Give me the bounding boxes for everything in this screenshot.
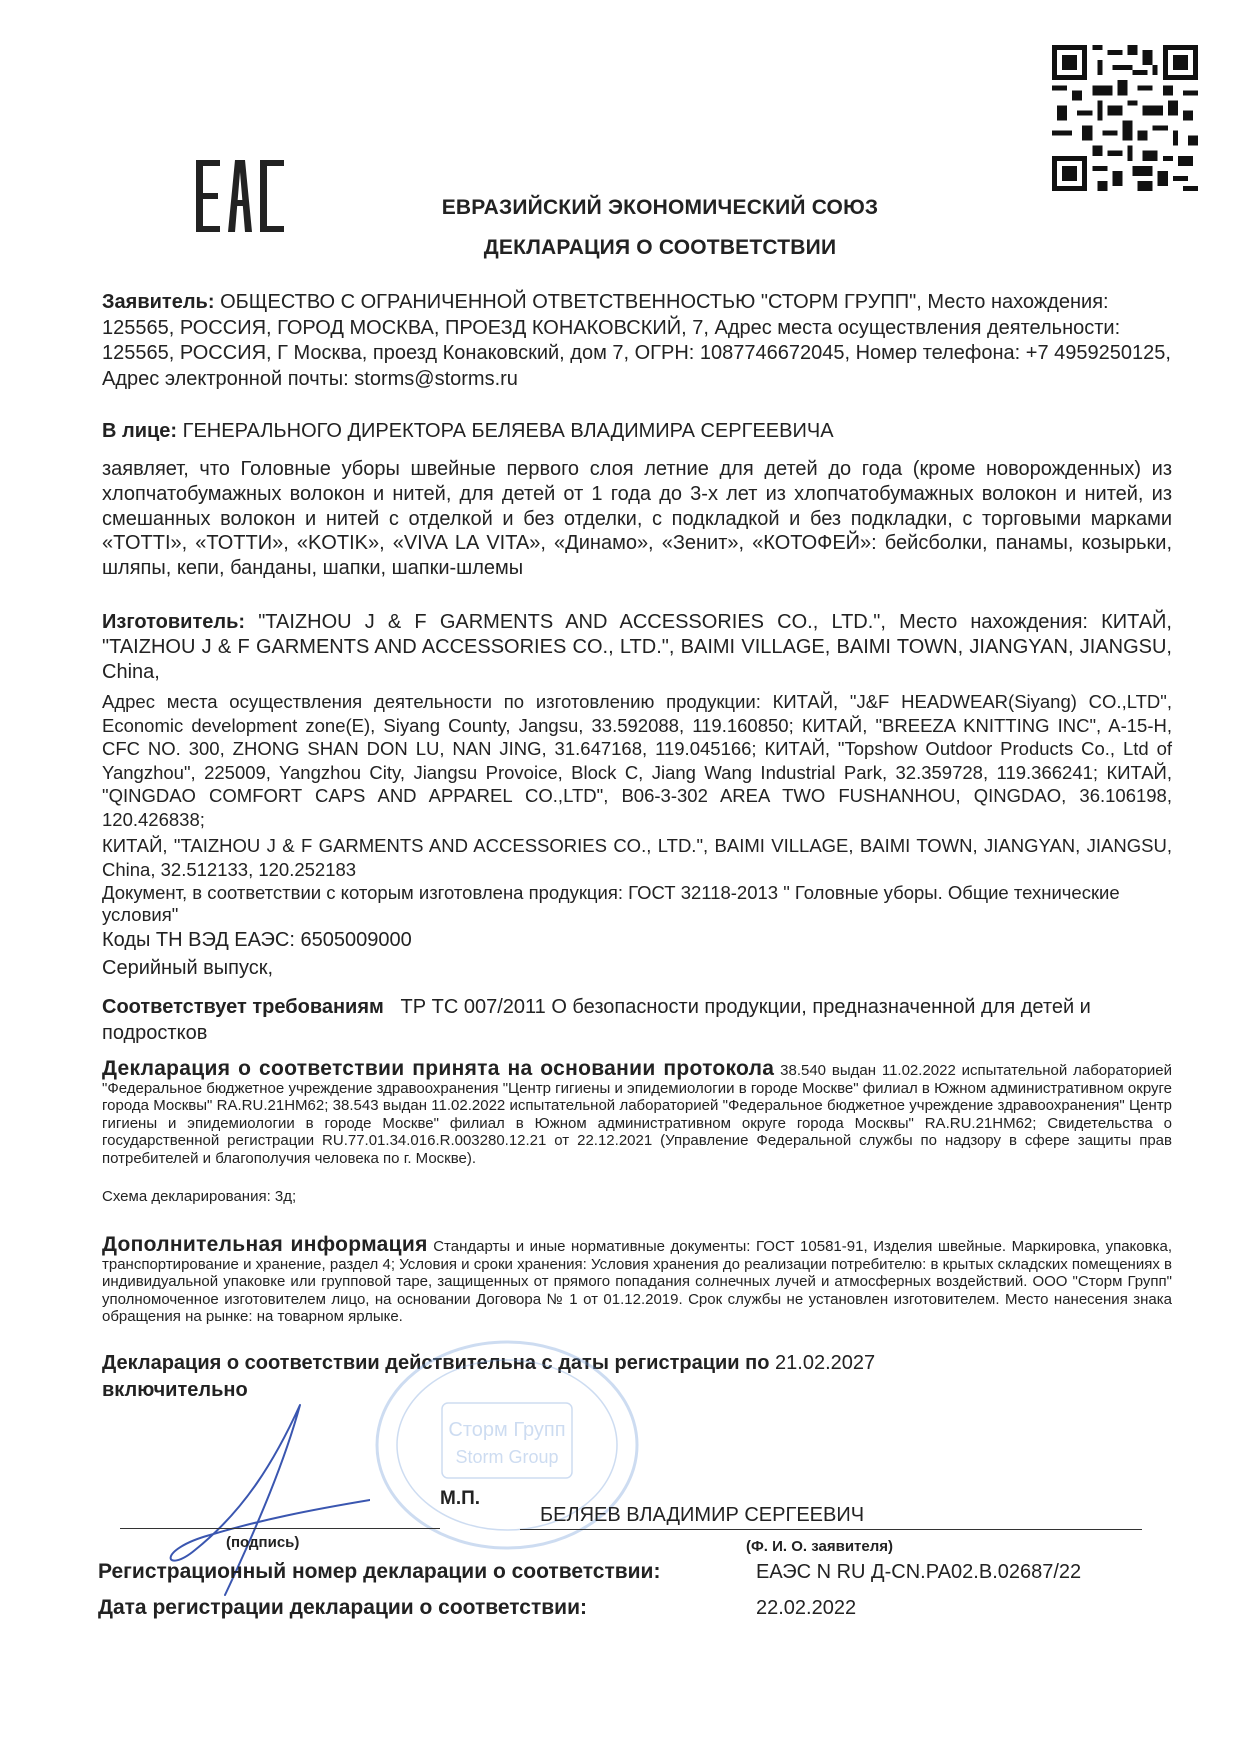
signer-name: БЕЛЯЕВ ВЛАДИМИР СЕРГЕЕВИЧ (540, 1504, 865, 1526)
registration-date: 22.02.2022 (756, 1597, 857, 1619)
applicant-label: Заявитель: (102, 291, 215, 313)
manufacturer-text: "TAIZHOU J & F GARMENTS AND ACCESSORIES CO., LTD.", Место нахождения: КИТАЙ, "TAIZHOU J & F GARMENTS AND ACCESSORIES CO., LTD.", BAIMI VILLAGE, BAIMI TOWN, JIANGYAN, JIANGSU, China, (102, 611, 1172, 683)
registration-number: ЕАЭС N RU Д-CN.РА02.В.02687/22 (756, 1561, 1082, 1583)
additional-info-label: Дополнительная информация (102, 1233, 428, 1256)
document-title: ДЕКЛАРАЦИЯ О СООТВЕТСТВИИ (483, 236, 837, 259)
declaration-statement: заявляет, что Головные уборы швейные первого слоя летние для детей до года (кроме новорожденных) из хлопчатобумажных волокон и нитей, для детей от 1 года до 3-х лет из хлопчатобумажных волокон и нитей, из смешанных волокон и нитей с отделкой и без отделки, с подкладкой и без подкладки, с торговыми марками «TOTTI», «ТОТТИ», «KOTIK», «VIVA LA VITA», «Динамо», «Зенит», «КОТОФЕЙ»: бейсболки, панамы, козырьки, шляпы, кепи, банданы, шапки, шапки-шлемы (102, 458, 1172, 580)
production-address-2: КИТАЙ, "TAIZHOU J & F GARMENTS AND ACCESSORIES CO., LTD.", BAIMI VILLAGE, BAIMI TOWN, JIANGYAN, JIANGSU, China, 32.512133, 120.252183 (102, 835, 1172, 880)
applicant-text: ОБЩЕСТВО С ОГРАНИЧЕННОЙ ОТВЕТСТВЕННОСТЬЮ "СТОРМ ГРУПП", Место нахождения: 125565, РОССИЯ, ГОРОД МОСКВА, ПРОЕЗД КОНАКОВСКИЙ, 7, Адрес места осуществления деятельности: 125565, РОССИЯ, Г Москва, проезд Конаковский, дом 7, ОГРН: 1087746672045, Номер телефона: +7 4959250125, Адрес электронной почты: storms@storms.ru (102, 291, 1171, 390)
declaration-scheme: Схема декларирования: 3д; (102, 1188, 297, 1205)
stamp-text-2: Storm Group (455, 1447, 559, 1467)
signature-caption: (подпись) (226, 1534, 300, 1551)
stamp-text-1: Сторм Групп (448, 1419, 566, 1441)
additional-info-text: Стандарты и иные нормативные документы: ГОСТ 10581-91, Изделия швейные. Маркировка, упаковка, транспортирование и хранение, раздел 4; Условия и сроки хранения: Условия хранения до реализации потребителю: в крытых складских помещениях в индивидуальной упаковке или групповой таре, защищенных от прямого попадания солнечных лучей и атмосферных воздействий. ООО "Сторм Групп" уполномоченное изготовителем лицо, на основании Договора № 1 от 01.12.2019. Срок службы не установлен изготовителем. Место нанесения знака обращения на рынке: на товарном ярлыке. (102, 1238, 1172, 1326)
manufacturer-section (102, 610, 1172, 684)
customs-codes: Коды ТН ВЭД ЕАЭС: 6505009000 (102, 929, 412, 951)
additional-info-section (102, 1233, 1172, 1326)
name-caption: (Ф. И. О. заявителя) (746, 1538, 894, 1555)
manufacturer-label: Изготовитель: (102, 611, 246, 633)
compliance-text: ТР ТС 007/2011 О безопасности продукции, предназначенной для детей и подростков (102, 996, 1091, 1044)
production-address: Адрес места осуществления деятельности по изготовлению продукции: КИТАЙ, "J&F HEADWEAR(Siyang) CO.,LTD", Economic development zone(E), Siyang County, Jangsu, 33.592088, 119.160850; КИТАЙ, "BREEZA KNITTING INC", A-15-H, CFC NO. 300, ZHONG SHAN DON LU, NAN JING, 31.647168, 119.045166; КИТАЙ, "Topshow Outdoor Products Co., Ltd of Yangzhou", 225009, Yangzhou City, Jiangsu Provoice, Block C, Jiang Wang Industrial Park, 32.359728, 119.366241; КИТАЙ, "QINGDAO COMFORT CAPS AND APPAREL CO.,LTD", B06-3-302 AREA TWO FUSHANHOU, QINGDAO, 36.106198, 120.426838; (102, 691, 1172, 830)
seal-place-label: М.П. (440, 1488, 481, 1509)
standard-document: Документ, в соответствии с которым изготовлена продукция: ГОСТ 32118-2013 " Головные уборы. Общие технические условия" (102, 882, 1120, 925)
basis-label: Декларация о соответствии принята на основании протокола (102, 1057, 775, 1080)
signature-line (120, 1528, 440, 1529)
compliance-label: Соответствует требованиям (102, 996, 384, 1018)
qr-code (1052, 45, 1198, 191)
applicant-section (102, 290, 1172, 392)
basis-text: 38.540 выдан 11.02.2022 испытательной лабораторией "Федеральное бюджетное учреждение здравоохранения "Центр гигиены и эпидемиологии в городе Москве" филиал в Южном административном округе города Москвы" RA.RU.21HM62; 38.543 выдан 11.02.2022 испытательной лабораторией "Федеральное бюджетное учреждение здравоохранения" Центр гигиены и эпидемиологии в городе Москве" филиал в Южном административном округе города Москвы" RA.RU.21HM62; Свидетельства о государственной регистрации RU.77.01.34.016.R.003280.12.21 от 22.12.2021 (Управление Федеральной службы по надзору в сфере защиты прав потребителей и благополучия человека по г. Москве). (102, 1062, 1172, 1167)
serial-production: Серийный выпуск, (102, 957, 274, 979)
validity-date: 21.02.2027 (775, 1352, 876, 1374)
validity-label: Декларация о соответствии действительна с даты регистрации по (102, 1352, 770, 1374)
representative-label: В лице: (102, 420, 178, 442)
registration-date-label: Дата регистрации декларации о соответствии: (98, 1596, 587, 1619)
representative-text: ГЕНЕРАЛЬНОГО ДИРЕКТОРА БЕЛЯЕВА ВЛАДИМИРА СЕРГЕЕВИЧА (182, 420, 834, 442)
name-line (520, 1529, 1142, 1530)
compliance-section (102, 995, 1172, 1046)
registration-number-label: Регистрационный номер декларации о соответствии: (98, 1560, 661, 1583)
union-heading: ЕВРАЗИЙСКИЙ ЭКОНОМИЧЕСКИЙ СОЮЗ (441, 196, 879, 219)
validity-suffix: включительно (102, 1379, 248, 1401)
representative-section (102, 419, 1172, 445)
basis-section (102, 1057, 1172, 1168)
